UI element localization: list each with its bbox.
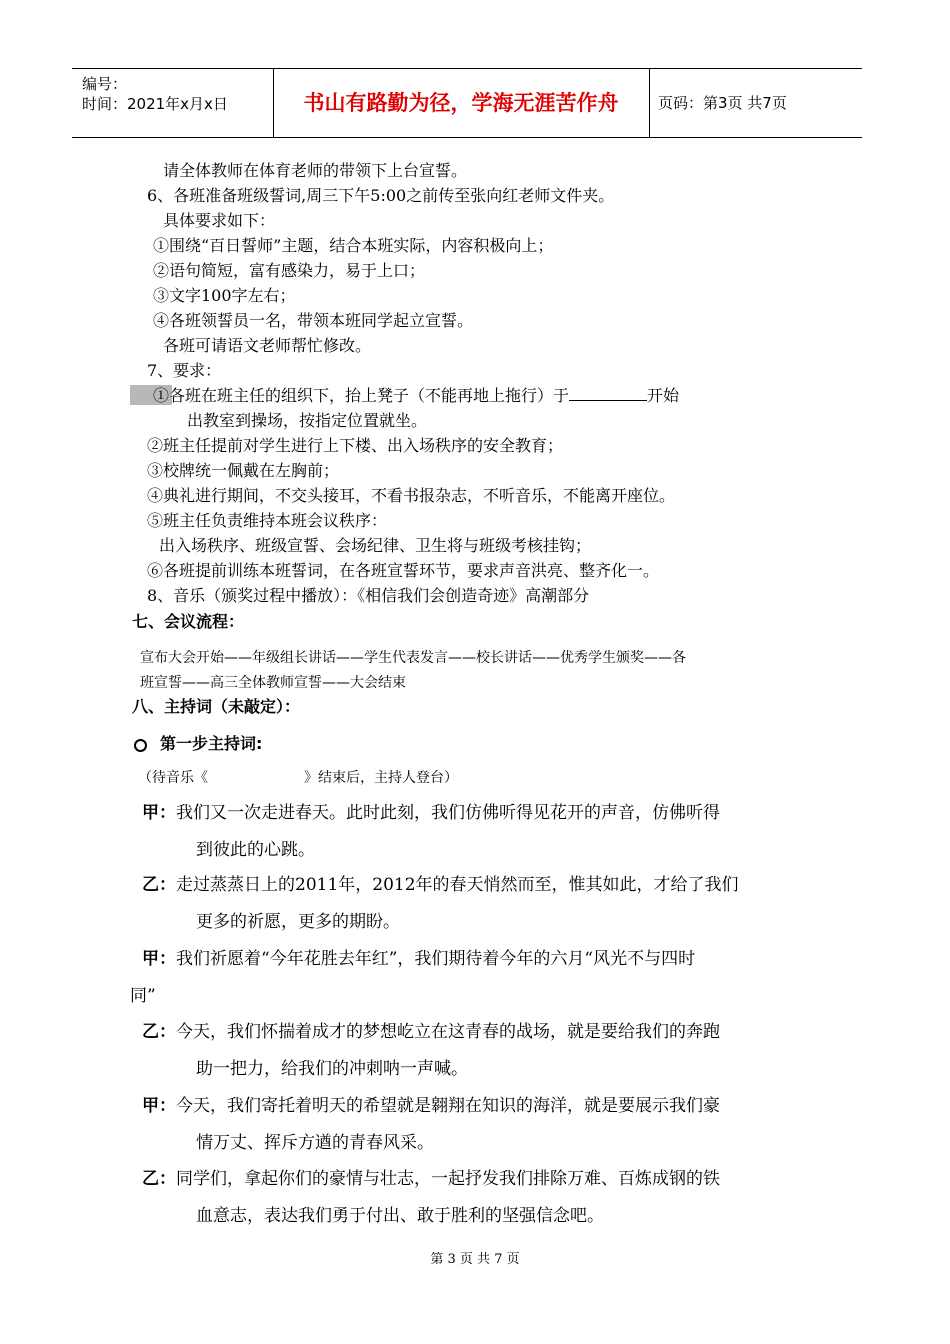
dialogue-cont: 更多的祈愿，更多的期盼。 (196, 912, 400, 932)
text-line: 各班可请语文老师帮忙修改。 (163, 336, 372, 355)
text-line: 出入场秩序、班级宣誓、会场纪律、卫生将与班级考核挂钩； (159, 536, 592, 555)
stage-note-start: （待音乐《 (138, 770, 208, 786)
speaker: 甲： (142, 949, 176, 969)
dialogue-line (142, 874, 739, 896)
list-item: ⑤班主任负责维持本班会议秩序： (147, 511, 388, 530)
dialogue-line (142, 1021, 720, 1043)
text-line: 出教室到操场，按指定位置就坐。 (187, 411, 428, 430)
dialogue-line (142, 802, 720, 824)
dialogue-cont: 到彼此的心跳。 (196, 840, 315, 860)
stage-note-end: 》结束后，主持人登台） (304, 770, 458, 786)
header-motto: 书山有路勤为径，学海无涯苦作舟 (303, 91, 619, 115)
speaker: 乙： (142, 1169, 176, 1189)
text-line: 8、音乐（颁奖过程中播放）：《相信我们会创造奇迹》高潮部分 (147, 586, 590, 605)
circle-bullet-icon (134, 739, 147, 752)
speaker: 甲： (142, 803, 176, 823)
list-item: ⑥各班提前训练本班誓词，在各班宣誓环节，要求声音洪亮、整齐化一。 (147, 561, 660, 580)
text-line: 6、各班准备班级誓词,周三下午5:00之前传至张向红老师文件夹。 (147, 186, 615, 205)
text-line: 7、要求： (147, 361, 222, 380)
list-item: ①围绕“百日誓师”主题，结合本班实际，内容积极向上； (153, 236, 554, 255)
subsection-heading: 第一步主持词: (160, 734, 263, 753)
speaker: 乙： (142, 1022, 176, 1042)
dialogue-text: 今天，我们怀揣着成才的梦想屹立在这青春的战场，就是要给我们的奔跑 (176, 1022, 720, 1042)
dialogue-cont: 情万丈、挥斥方遒的青春风采。 (196, 1133, 434, 1153)
list-item: ④典礼进行期间，不交头接耳，不看书报杂志，不听音乐，不能离开座位。 (147, 486, 676, 505)
fill-blank (569, 386, 647, 401)
stage-note (138, 768, 458, 788)
dialogue-text: 我们又一次走进春天。此时此刻，我们仿佛听得见花开的声音，仿佛听得 (176, 803, 720, 823)
header-meta (72, 69, 272, 137)
list-item: ②班主任提前对学生进行上下楼、出入场秩序的安全教育； (147, 436, 564, 455)
list-item-text: 开始 (647, 386, 680, 405)
section-heading: 八、主持词（未敲定）： (132, 697, 301, 716)
list-item: ②语句简短，富有感染力，易于上口； (153, 261, 426, 280)
page-header (72, 68, 862, 138)
dialogue-cont: 同” (130, 986, 156, 1006)
dialogue-text: 我们祈愿着“今年花胜去年红”，我们期待着今年的六月“风光不与四时 (176, 949, 696, 969)
dialogue-text: 今天，我们寄托着明天的希望就是翱翔在知识的海洋，就是要展示我们豪 (176, 1096, 720, 1116)
text-line: 具体要求如下： (163, 211, 276, 230)
list-item: ④各班领誓员一名，带领本班同学起立宣誓。 (153, 311, 474, 330)
page-footer: 第 3 页 共 7 页 (430, 1252, 520, 1267)
list-item: ③校牌统一佩戴在左胸前； (147, 461, 340, 480)
speaker: 甲： (142, 1096, 176, 1116)
header-divider (649, 69, 650, 137)
dialogue-cont: 助一把力，给我们的冲刺呐一声喊。 (196, 1059, 468, 1079)
section-heading: 七、会议流程： (132, 612, 245, 631)
dialogue-line (142, 948, 695, 970)
speaker: 乙： (142, 875, 176, 895)
dialogue-text: 同学们，拿起你们的豪情与壮志，一起抒发我们排除万难、百炼成钢的铁 (176, 1169, 720, 1189)
flow-text: 班宣誓——高三全体教师宣誓——大会结束 (140, 675, 406, 691)
dialogue-line (142, 1095, 720, 1117)
header-page-label: 页码：第3页 共7页 (658, 94, 787, 112)
dialogue-line (142, 1168, 720, 1190)
doc-number-label: 编号： (82, 75, 128, 93)
text-line: 请全体教师在体育老师的带领下上台宣誓。 (163, 161, 468, 180)
list-item-text: ①各班在班主任的组织下，抬上凳子（不能再地上拖行）于 (153, 386, 570, 405)
list-item (153, 386, 679, 406)
dialogue-text: 走过蒸蒸日上的2011年，2012年的春天悄然而至，惟其如此，才给了我们 (176, 875, 739, 895)
list-item: ③文字100字左右； (153, 286, 296, 305)
dialogue-cont: 血意志，表达我们勇于付出、敢于胜利的坚强信念吧。 (196, 1206, 604, 1226)
doc-time-label: 时间：2021年x月x日 (82, 95, 228, 113)
flow-text: 宣布大会开始——年级组长讲话——学生代表发言——校长讲话——优秀学生颁奖——各 (140, 650, 686, 666)
